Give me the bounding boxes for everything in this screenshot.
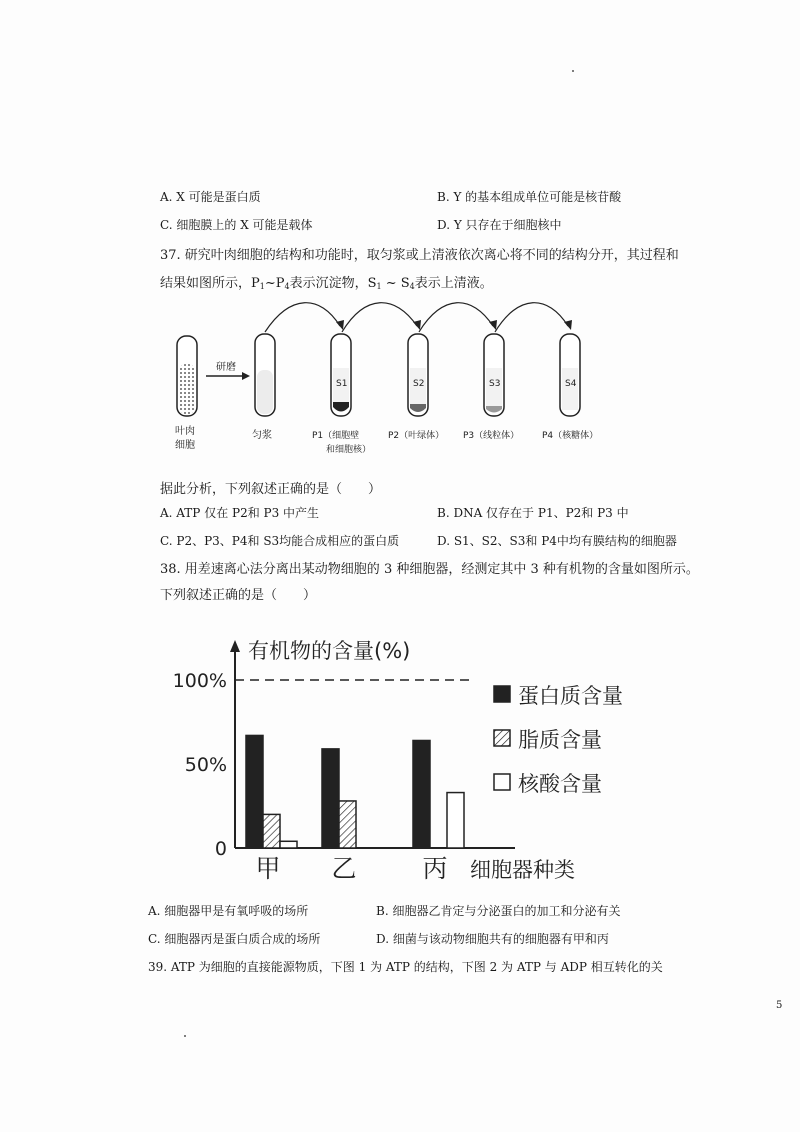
organelle-chart — [160, 620, 660, 890]
p1-label-2: 和细胞核） — [326, 445, 372, 455]
q38-option-a: A. 细胞器甲是有氧呼吸的场所 — [148, 904, 309, 918]
centrifuge-diagram — [160, 296, 640, 472]
s4-label: S4 — [565, 379, 577, 389]
x-tick-label: 乙 — [331, 854, 357, 883]
s1-label: S1 — [336, 379, 348, 389]
bar-3-3 — [447, 793, 464, 848]
q36-option-c: C. 细胞膜上的 X 可能是载体 — [160, 218, 313, 232]
q37-option-a: A. ATP 仅在 P2和 P3 中产生 — [160, 506, 320, 520]
p3-label: P3（线粒体） — [463, 431, 520, 441]
tube-s2 — [408, 334, 428, 416]
q38-stem-line2: 下列叙述正确的是（ ） — [160, 588, 317, 603]
x-axis-label: 细胞器种类 — [470, 858, 575, 882]
q37-option-b: B. DNA 仅存在于 P1、P2和 P3 中 — [437, 506, 629, 520]
leaf-cell-tube — [177, 336, 197, 416]
q38-option-b: B. 细胞器乙肯定与分泌蛋白的加工和分泌有关 — [376, 904, 621, 918]
page-number: 5 — [776, 1000, 783, 1011]
q37-stem-line2: 结果如图所示，$P_1\sim P_4$表示沉淀物，$S_1$ ~ $S_4$表示上清液。 — [160, 276, 493, 291]
p4-label: P4（核糖体） — [542, 431, 599, 441]
q39-stem-line1: 39. ATP 为细胞的直接能源物质，下图 1 为 ATP 的结构，下图 2 为 ATP 与 ADP 相互转化的关 — [148, 960, 663, 974]
y-tick-label: 50% — [184, 754, 227, 776]
tube-s3 — [484, 334, 504, 416]
legend-label: 蛋白质含量 — [518, 684, 623, 708]
bar-1-3 — [413, 740, 430, 848]
bar-2-1 — [263, 814, 280, 848]
cell-label-2: 细胞 — [175, 440, 195, 451]
q36-option-d: D. Y 只存在于细胞核中 — [437, 218, 562, 232]
legend-swatch — [494, 686, 510, 702]
legend-label: 核酸含量 — [518, 772, 602, 796]
q36-option-b: B. Y 的基本组成单位可能是核苷酸 — [437, 190, 622, 204]
q38-stem-line1: 38. 用差速离心法分离出某动物细胞的 3 种细胞器，经测定其中 3 种有机物的含量如图所示。 — [160, 562, 699, 577]
q37-analysis: 据此分析，下列叙述正确的是（ ） — [160, 482, 382, 497]
bar-1-1 — [246, 735, 263, 848]
q37-stem-line1: 37. 研究叶肉细胞的结构和功能时，取匀浆或上清液依次离心将不同的结构分开，其过程和 — [160, 248, 679, 263]
y-tick-label: 0 — [214, 838, 227, 860]
y-axis-arrow — [230, 640, 240, 652]
s3-label: S3 — [489, 379, 501, 389]
bar-1-2 — [322, 749, 339, 848]
grind-label: 研磨 — [216, 362, 236, 373]
arrow-1 — [265, 303, 340, 332]
legend-swatch — [494, 774, 510, 790]
q37-option-c: C. P2、P3、P4和 S3均能合成相应的蛋白质 — [160, 534, 400, 548]
scan-speck — [572, 70, 574, 72]
homogenate-tube — [255, 334, 275, 416]
homogenate-label: 匀浆 — [252, 430, 272, 441]
legend-swatch — [494, 730, 510, 746]
bar-2-2 — [339, 801, 356, 848]
q38-option-d: D. 细菌与该动物细胞共有的细胞器有甲和丙 — [376, 932, 609, 946]
x-tick-label: 丙 — [422, 854, 448, 883]
arrow-4 — [495, 303, 568, 332]
q38-option-c: C. 细胞器丙是蛋白质合成的场所 — [148, 932, 321, 946]
chart-title: 有机物的含量(%) — [248, 639, 411, 663]
legend-label: 脂质含量 — [518, 728, 602, 752]
q36-option-a: A. X 可能是蛋白质 — [160, 190, 261, 204]
y-tick-label: 100% — [172, 670, 227, 692]
arrow-3 — [419, 303, 493, 332]
tube-s4 — [560, 334, 580, 416]
arrow-2 — [342, 303, 417, 332]
x-tick-label: 甲 — [255, 854, 281, 883]
p1-label-1: P1（细胞壁 — [312, 431, 360, 441]
cell-label-1: 叶肉 — [175, 426, 195, 437]
tube-s1 — [331, 334, 351, 416]
s2-label: S2 — [413, 379, 425, 389]
scan-speck — [184, 1035, 186, 1037]
q37-option-d: D. S1、S2、S3和 P4中均有膜结构的细胞器 — [437, 534, 677, 548]
bar-3-1 — [280, 841, 297, 848]
p2-label: P2（叶绿体） — [388, 431, 445, 441]
